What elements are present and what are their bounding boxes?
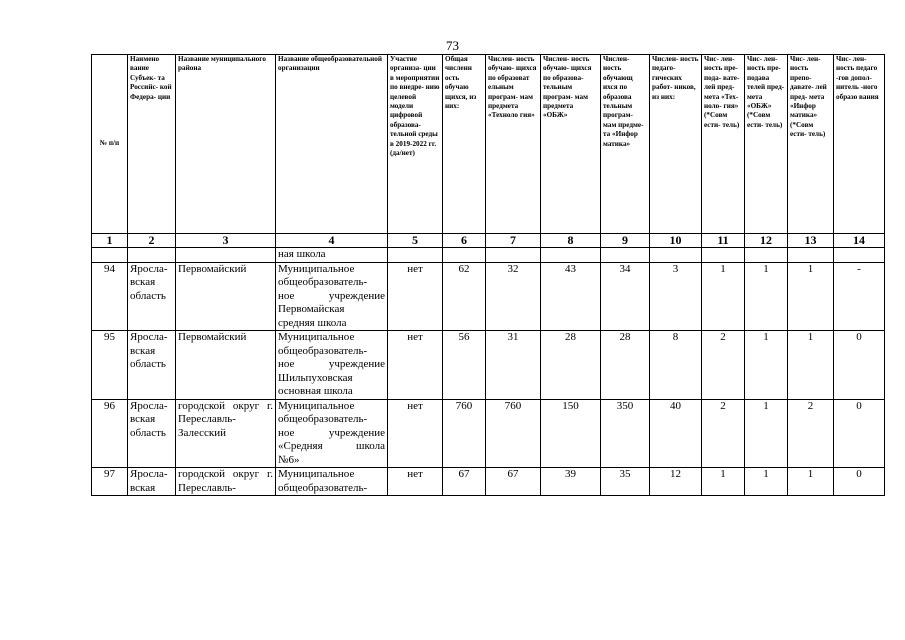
informatics-students-cell: 350	[601, 399, 650, 468]
district-cell: городской округ г. Переславль- Залесский	[176, 399, 276, 468]
teachers-cell: 3	[650, 262, 702, 331]
informatics-teachers-cell: 1	[788, 468, 834, 496]
total-students-cell: 760	[443, 399, 486, 468]
district-cell: Первомайский	[176, 262, 276, 331]
participation-cell: нет	[388, 399, 443, 468]
obzh-teachers-cell: 1	[745, 331, 788, 400]
total-students-cell: 62	[443, 262, 486, 331]
row-index: 95	[92, 331, 128, 400]
org-cell	[276, 399, 388, 468]
table-row	[92, 468, 885, 496]
column-number: 14	[834, 234, 885, 248]
org-line: общеобразователь-	[278, 344, 368, 357]
column-number: 13	[788, 234, 834, 248]
technology-teachers-cell: 2	[702, 399, 745, 468]
participation-cell: нет	[388, 262, 443, 331]
header-cell-technology-teachers: Чис- лен- ность пре- пода- вате- лей пред- мета «Тех- ноло- гия» (*Совм ести- тель)	[702, 55, 745, 234]
header-cell-technology-students: Числен- ность обучаю- щихся по образоват ельным програм- мам предмета «Техноло гия»	[486, 55, 541, 234]
org-line: Муниципальное	[278, 399, 355, 412]
technology-teachers-cell: 2	[702, 331, 745, 400]
row-index: 96	[92, 399, 128, 468]
teachers-cell: 8	[650, 331, 702, 400]
header-cell-region: Наимено вание Субъек- та Российс- кой Федера- ции	[128, 55, 176, 234]
informatics-students-cell: 28	[601, 331, 650, 400]
region-cell: Яросла- вская	[128, 468, 176, 496]
org-line: «Средняя школа	[278, 440, 385, 452]
org-line: ное учреждение	[278, 426, 385, 439]
org-line: общеобразователь-	[278, 276, 368, 288]
header-cell-participation: Участие организа- ции в мероприятии по внедре- нию целевой модели цифровой образова- тельной среды в 2019-2022 гг. (да/нет)	[388, 55, 443, 234]
header-cell-teachers: Числен- ность педаго- гических работ- ников, из них:	[650, 55, 702, 234]
informatics-teachers-cell: 1	[788, 331, 834, 400]
technology-teachers-cell: 1	[702, 262, 745, 331]
table-row	[92, 399, 885, 468]
teachers-cell: 12	[650, 468, 702, 496]
org-cell	[276, 262, 388, 331]
obzh-teachers-cell: 1	[745, 262, 788, 331]
technology-students-cell: 67	[486, 468, 541, 496]
participation-cell: нет	[388, 468, 443, 496]
total-students-cell: 56	[443, 331, 486, 400]
org-line: Муниципальное	[278, 262, 355, 275]
column-number: 4	[276, 234, 388, 248]
org-line: №6»	[278, 453, 300, 466]
extra-education-teachers-cell: -	[834, 262, 885, 331]
org-line: ное учреждение	[278, 289, 385, 302]
header-cell-obzh-teachers: Чис- лен- ность пре- подава телей пред- мета «ОБЖ» (*Совм ести- тель)	[745, 55, 788, 234]
column-number: 8	[541, 234, 601, 248]
informatics-students-cell: 34	[601, 262, 650, 331]
column-number-row	[92, 234, 885, 248]
district-cell: городской округ г. Переславль-	[176, 468, 276, 496]
header-cell-informatics-teachers: Чис- лен- ность препо- давате- лей пред- мета «Инфор матика» (*Совм ести- тель)	[788, 55, 834, 234]
header-row	[92, 55, 885, 234]
row-index: 97	[92, 468, 128, 496]
org-line: Первомайская	[278, 303, 345, 315]
org-line: ное учреждение	[278, 358, 385, 370]
participation-cell: нет	[388, 331, 443, 400]
column-number: 5	[388, 234, 443, 248]
region-cell: Яросла- вская область	[128, 262, 176, 331]
header-cell-informatics-students: Числен- ность обучающ ихся по образова тельным програм- мам предме- та «Инфор матика»	[601, 55, 650, 234]
column-number: 10	[650, 234, 702, 248]
org-line: Муниципальное	[278, 468, 355, 480]
row-index: 94	[92, 262, 128, 331]
technology-students-cell: 32	[486, 262, 541, 331]
org-line: Муниципальное	[278, 331, 355, 343]
technology-students-cell: 760	[486, 399, 541, 468]
obzh-teachers-cell: 1	[745, 468, 788, 496]
column-number: 3	[176, 234, 276, 248]
header-cell-total-students: Общая численн ость обучаю щихся, из них:	[443, 55, 486, 234]
obzh-students-cell: 39	[541, 468, 601, 496]
obzh-students-cell: 28	[541, 331, 601, 400]
org-cell: ная школа	[276, 248, 388, 263]
informatics-teachers-cell: 2	[788, 399, 834, 468]
column-number: 11	[702, 234, 745, 248]
total-students-cell: 67	[443, 468, 486, 496]
obzh-teachers-cell: 1	[745, 399, 788, 468]
informatics-students-cell: 35	[601, 468, 650, 496]
district-cell: Первомайский	[176, 331, 276, 400]
continuation-row	[92, 248, 885, 263]
header-cell-extra-education-teachers: Чис- лен- ность педаго -гов допол- нитель -ного образо вания	[834, 55, 885, 234]
schools-table	[91, 54, 885, 496]
extra-education-teachers-cell: 0	[834, 331, 885, 400]
extra-education-teachers-cell: 0	[834, 468, 885, 496]
org-line: основная школа	[278, 385, 353, 397]
technology-students-cell: 31	[486, 331, 541, 400]
header-cell-obzh-students: Числен- ность обучаю- щихся по образова- тельным програм- мам предмета «ОБЖ»	[541, 55, 601, 234]
org-line: общеобразователь-	[278, 481, 368, 494]
obzh-students-cell: 150	[541, 399, 601, 468]
org-line: средняя школа	[278, 316, 347, 329]
obzh-students-cell: 43	[541, 262, 601, 331]
teachers-cell: 40	[650, 399, 702, 468]
column-number: 9	[601, 234, 650, 248]
column-number: 12	[745, 234, 788, 248]
org-cell	[276, 468, 388, 496]
informatics-teachers-cell: 1	[788, 262, 834, 331]
table-row	[92, 262, 885, 331]
region-cell: Яросла- вская область	[128, 399, 176, 468]
table-row	[92, 331, 885, 400]
technology-teachers-cell: 1	[702, 468, 745, 496]
org-line: Шильпуховская	[278, 371, 353, 384]
column-number: 7	[486, 234, 541, 248]
header-cell-index: № п/п	[92, 55, 128, 234]
region-cell: Яросла- вская область	[128, 331, 176, 400]
extra-education-teachers-cell: 0	[834, 399, 885, 468]
header-cell-organization: Название общеобразовательной организации	[276, 55, 388, 234]
column-number: 2	[128, 234, 176, 248]
column-number: 6	[443, 234, 486, 248]
org-line: общеобразователь-	[278, 413, 368, 425]
page-number: 73	[446, 38, 459, 53]
header-cell-district: Название муниципального района	[176, 55, 276, 234]
column-number: 1	[92, 234, 128, 248]
org-cell	[276, 331, 388, 400]
